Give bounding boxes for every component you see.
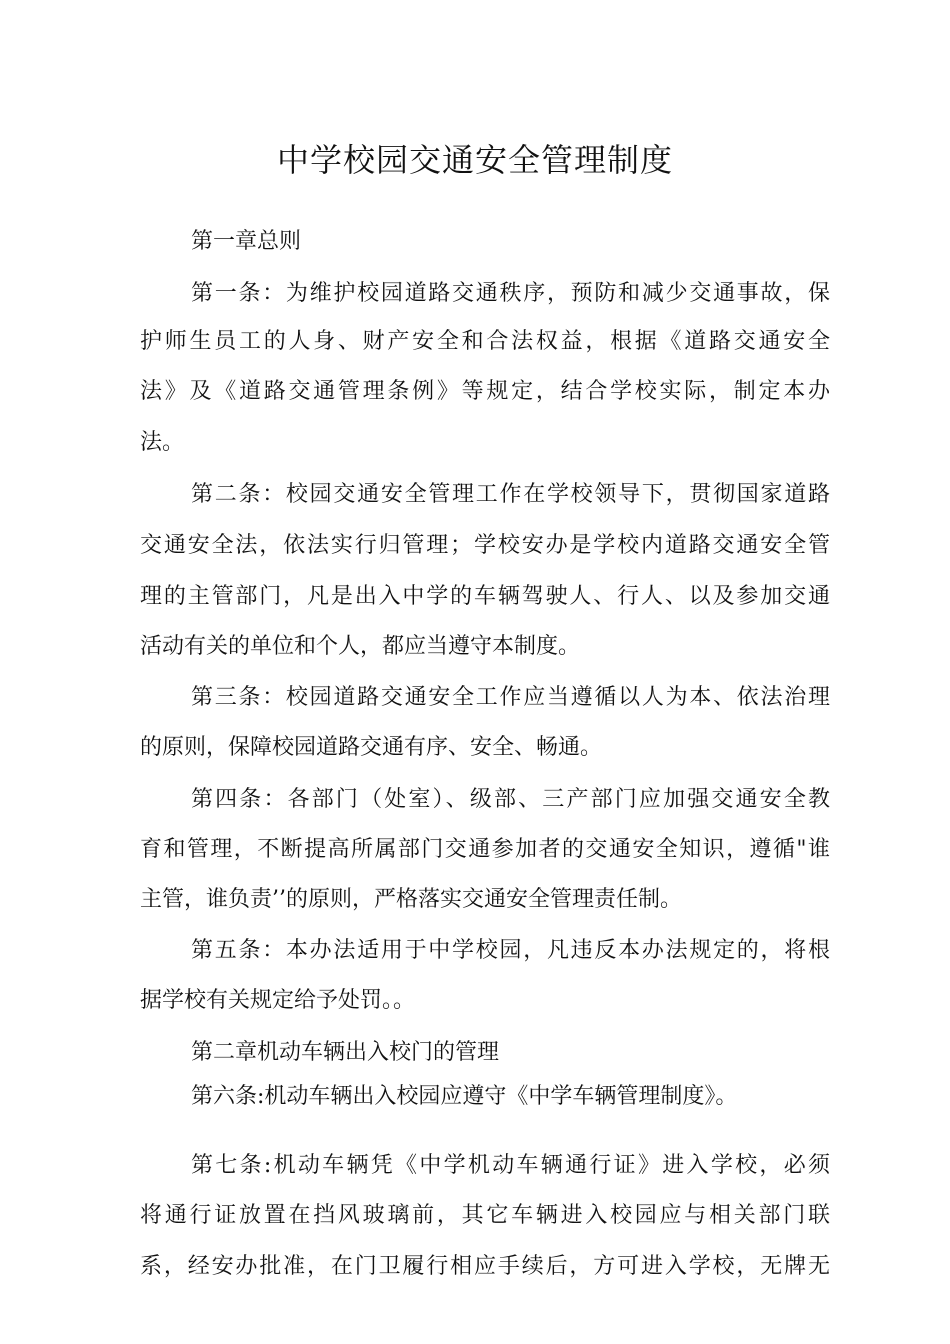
article-7-line-1: 第七条:机动车辆凭《中学机动车辆通行证》进入学校，必须 [191,1153,830,1178]
article-2-line-4: 活动有关的单位和个人，都应当遵守本制度。 [140,634,581,659]
article-1-line-2: 护师生员工的人身、财产安全和合法权益，根据《道路交通安全 [140,329,830,354]
article-5-line-2: 据学校有关规定给予处罚。。 [140,988,416,1013]
article-1-line-1: 第一条：为维护校园道路交通秩序，预防和减少交通事故，保 [191,281,830,306]
article-3-line-2: 的原则，保障校园道路交通有序、安全、畅通。 [140,735,603,760]
article-2-line-1: 第二条：校园交通安全管理工作在学校领导下，贯彻国家道路 [191,482,830,507]
article-4-line-3: 主管，谁负责’’的原则，严格落实交通安全管理责任制。 [140,887,682,912]
article-4-line-1: 第四条：各部门（处室）、级部、三产部门应加强交通安全教 [191,787,830,812]
article-4-line-2: 育和管理，不断提高所属部门交通参加者的交通安全知识，遵循"谁 [140,837,830,862]
article-2-line-3: 理的主管部门，凡是出入中学的车辆驾驶人、行人、以及参加交通 [140,584,830,609]
article-3-line-1: 第三条：校园道路交通安全工作应当遵循以人为本、依法治理 [191,685,830,710]
chapter-heading-1: 第一章总则 [191,229,302,254]
chapter-heading-2: 第二章机动车辆出入校门的管理 [191,1040,500,1065]
article-5-line-1: 第五条：本办法适用于中学校园，凡违反本办法规定的，将根 [191,938,830,963]
article-1-line-4: 法。 [140,430,185,455]
article-6-line-1: 第六条:机动车辆出入校园应遵守《中学车辆管理制度》。 [191,1084,738,1109]
document-title: 中学校园交通安全管理制度 [276,141,673,179]
article-1-line-3: 法》及《道路交通管理条例》等规定，结合学校实际，制定本办 [140,379,830,404]
article-7-line-3: 系，经安办批准，在门卫履行相应手续后，方可进入学校，无牌无 [140,1254,830,1279]
article-7-line-2: 将通行证放置在挡风玻璃前，其它车辆进入校园应与相关部门联 [140,1203,830,1228]
article-2-line-2: 交通安全法，依法实行归管理；学校安办是学校内道路交通安全管 [140,533,830,558]
